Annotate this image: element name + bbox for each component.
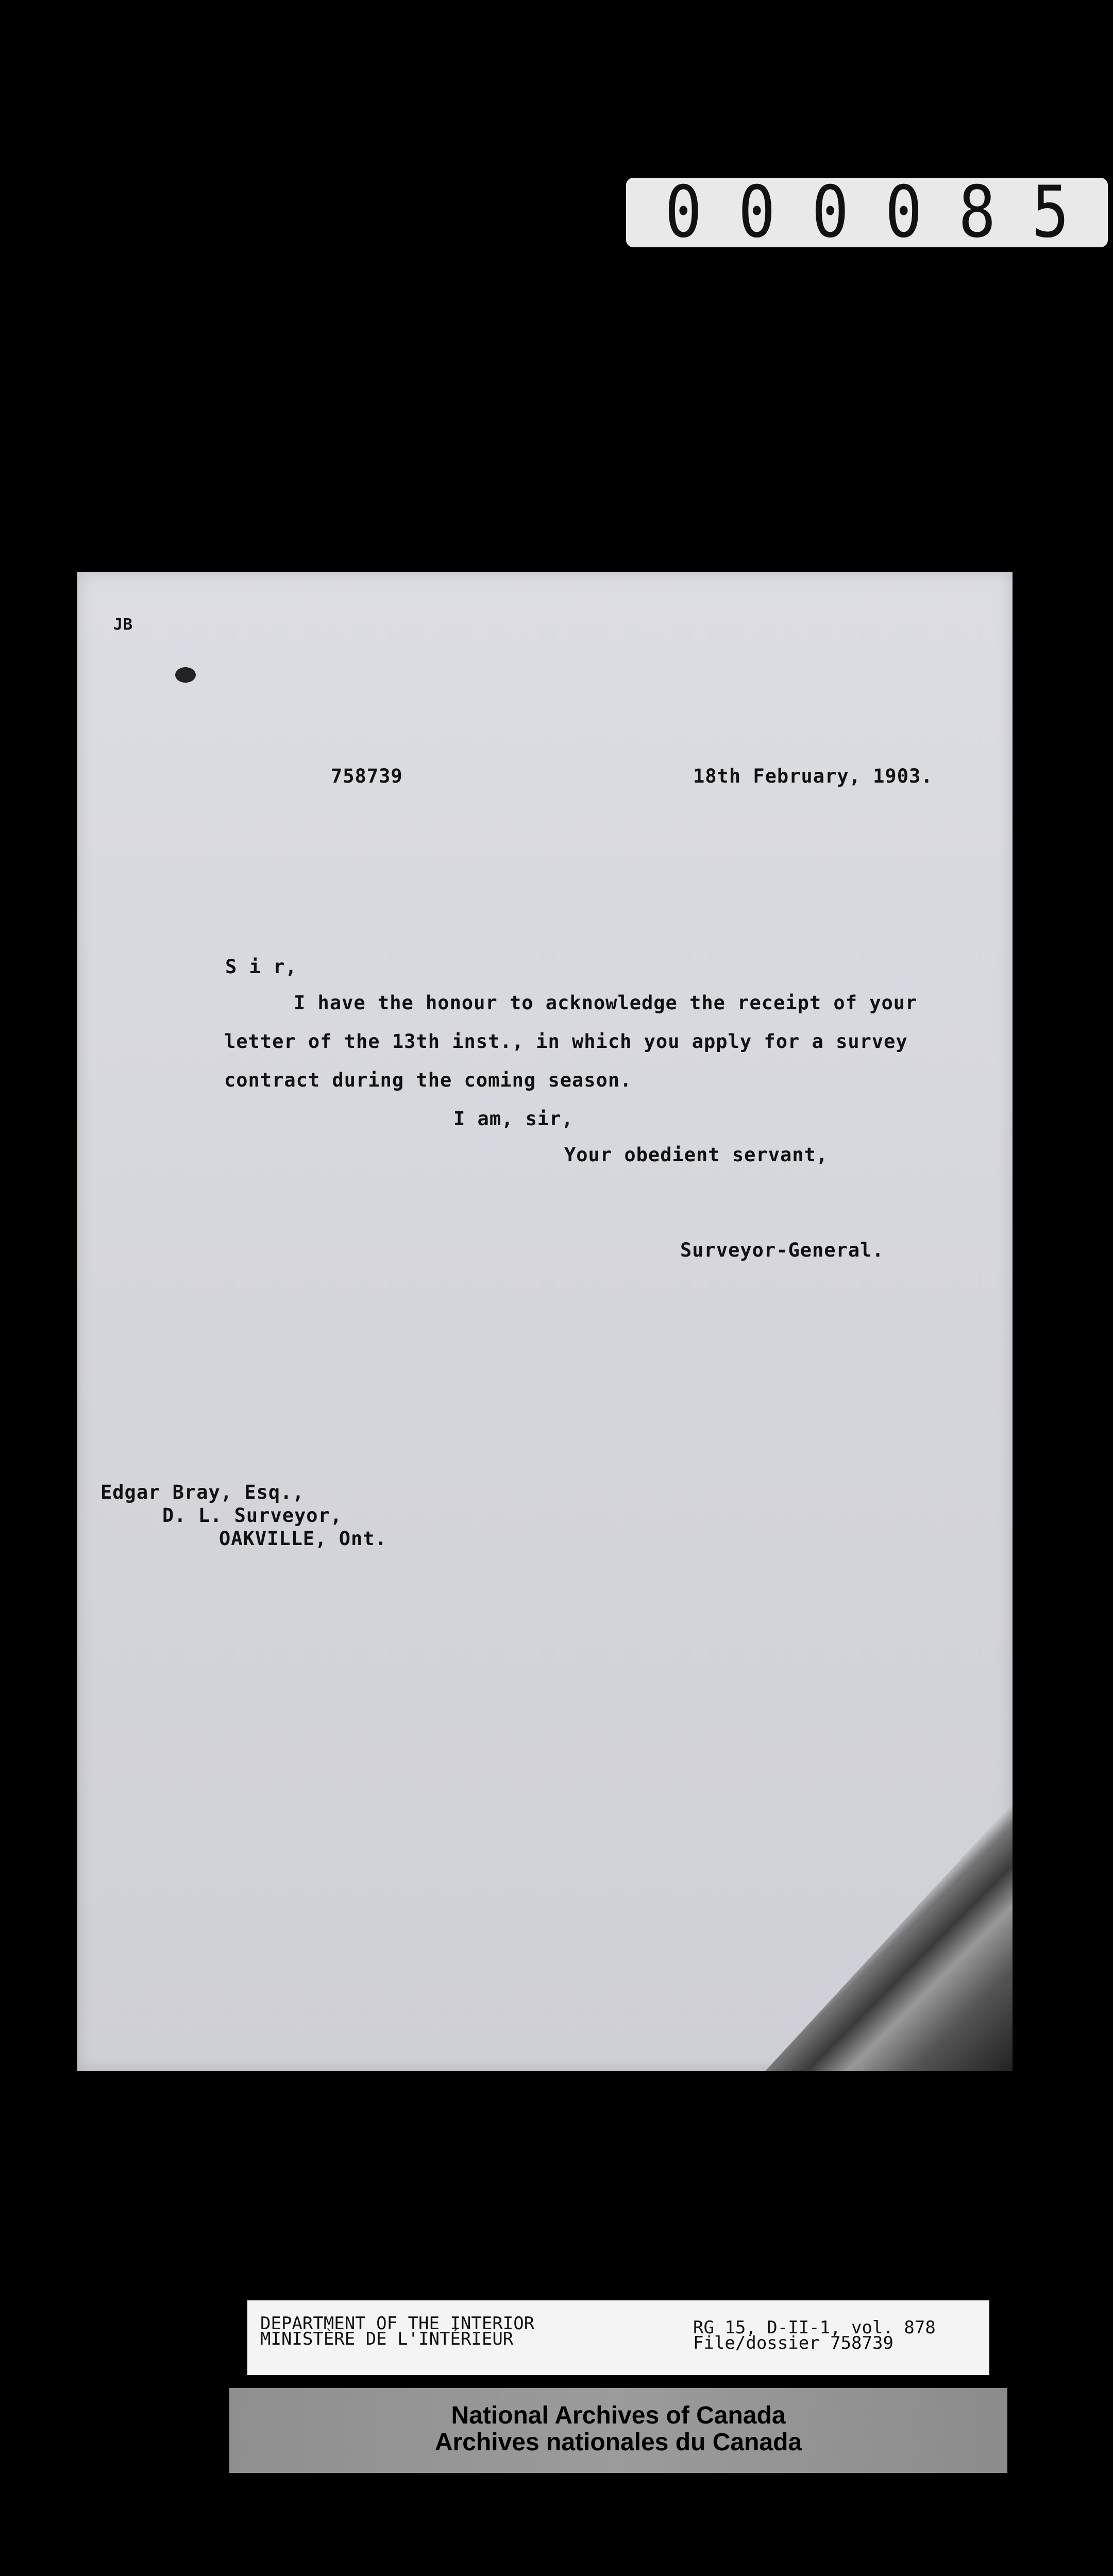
archive-reference-label [247,2300,989,2375]
body-line: letter of the 13th inst., in which you apply for a survey [224,1030,908,1053]
closing-line: I am, sir, [453,1108,574,1130]
signature-title: Surveyor-General. [680,1239,884,1261]
recipient-line: Edgar Bray, Esq., [100,1481,305,1503]
department-english: DEPARTMENT OF THE INTERIOR [260,2313,535,2334]
archives-banner [229,2388,1007,2473]
letter-date: 18th February, 1903. [693,765,933,787]
frame-digit: 8 [958,171,996,254]
frame-digit: 0 [738,171,775,254]
frame-number-plate [626,171,1108,254]
typist-initials: JB [113,616,133,634]
salutation: S i r, [225,956,297,978]
record-group-reference: RG 15, D-II-1, vol. 878 [693,2317,936,2338]
department-french: MINISTÈRE DE L'INTÉRIEUR [260,2329,514,2349]
body-line: contract during the coming season. [224,1069,632,1091]
frame-digit: 0 [665,171,702,254]
frame-digit: 0 [812,171,849,254]
file-number: 758739 [331,765,403,787]
archives-name-english: National Archives of Canada [451,2402,786,2429]
letter-sheet [77,572,1013,2071]
closing-line: Your obedient servant, [564,1144,829,1166]
ink-blot-mark [175,667,196,683]
frame-digit: 0 [885,171,922,254]
recipient-line: D. L. Surveyor, [162,1504,343,1527]
recipient-line: OAKVILLE, Ont. [219,1528,387,1550]
file-reference: File/dossier 758739 [693,2333,893,2353]
frame-digit: 5 [1032,171,1069,254]
folded-corner [765,1803,1013,2071]
body-line: I have the honour to acknowledge the receipt of your [294,992,918,1014]
archives-name-french: Archives nationales du Canada [434,2429,802,2456]
